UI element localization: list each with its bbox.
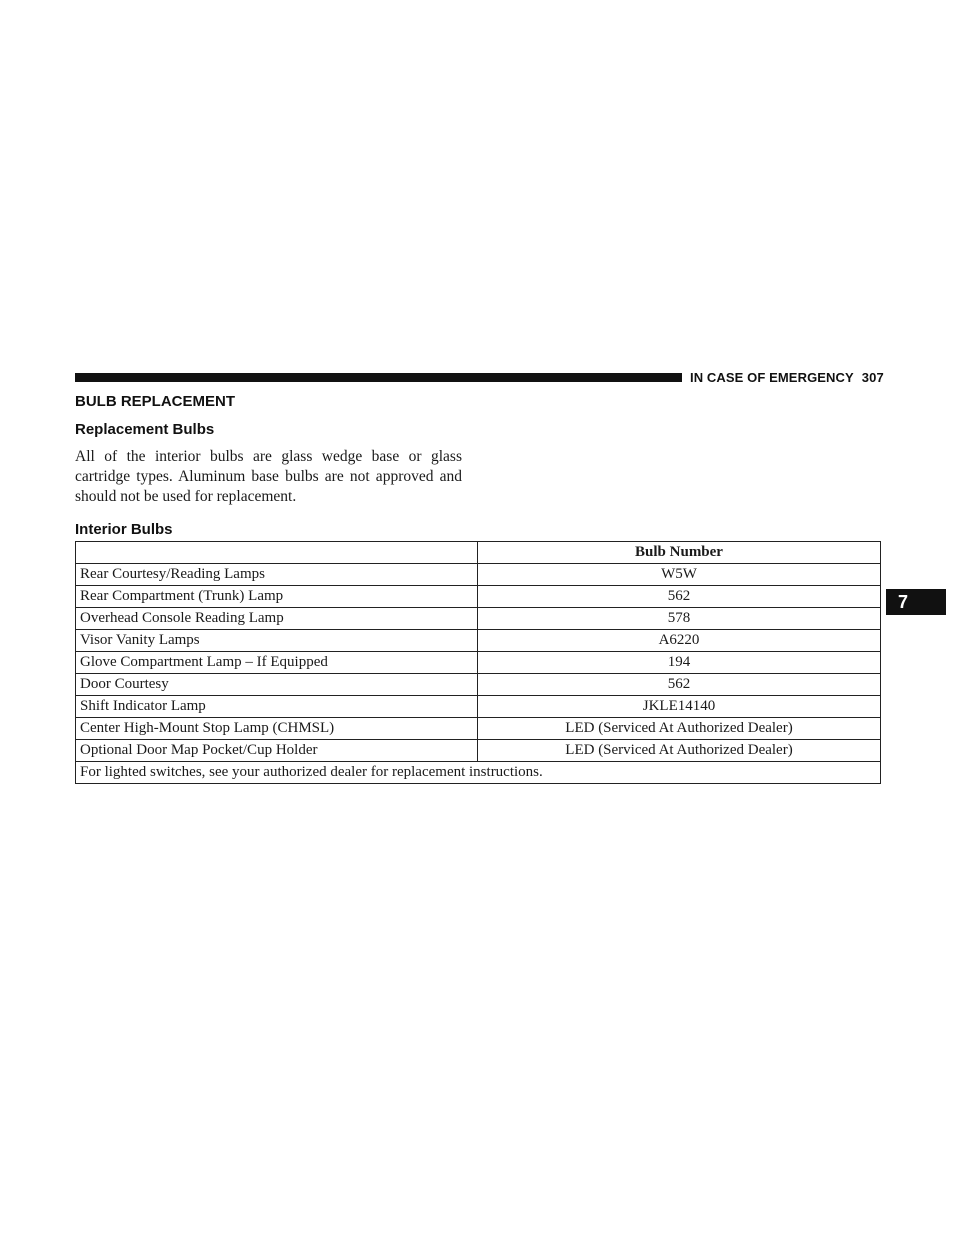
header-rule [75,373,682,382]
running-header [690,369,884,387]
table-row [76,564,881,586]
table-row [76,718,881,740]
table-row [76,608,881,630]
lamp-cell: Center High-Mount Stop Lamp (CHMSL) [76,718,478,740]
lamp-cell: Overhead Console Reading Lamp [76,608,478,630]
lamp-cell: Visor Vanity Lamps [76,630,478,652]
bulb-cell: LED (Serviced At Authorized Dealer) [478,740,881,762]
lamp-cell: Glove Compartment Lamp – If Equipped [76,652,478,674]
interior-bulbs-table [75,541,881,784]
chapter-tab [886,589,946,615]
bulb-cell: JKLE14140 [478,696,881,718]
subsection-title: Replacement Bulbs [75,421,215,438]
table-row [76,652,881,674]
table-footnote-row [76,762,881,784]
bulb-cell: 562 [478,586,881,608]
header-section-label: IN CASE OF EMERGENCY [690,370,854,385]
bulb-cell: W5W [478,564,881,586]
page-number: 307 [861,370,884,385]
lamp-cell: Shift Indicator Lamp [76,696,478,718]
bulb-cell: A6220 [478,630,881,652]
table-title: Interior Bulbs [75,521,173,538]
lamp-cell: Rear Compartment (Trunk) Lamp [76,586,478,608]
table-row [76,586,881,608]
header-lamp [76,542,478,564]
section-title: BULB REPLACEMENT [75,393,235,410]
table-header-row [76,542,881,564]
lamp-cell: Door Courtesy [76,674,478,696]
table-row [76,696,881,718]
lamp-cell: Rear Courtesy/Reading Lamps [76,564,478,586]
lamp-cell: Optional Door Map Pocket/Cup Holder [76,740,478,762]
table-row [76,630,881,652]
bulb-cell: 578 [478,608,881,630]
bulb-cell: LED (Serviced At Authorized Dealer) [478,718,881,740]
header-bulb-number: Bulb Number [478,542,881,564]
intro-paragraph: All of the interior bulbs are glass wedge base or glass cartridge types. Aluminum base bulbs are not approved and should not be used for replacement. [75,448,462,505]
bulb-cell: 562 [478,674,881,696]
bulb-cell: 194 [478,652,881,674]
chapter-number: 7 [898,592,909,612]
table-row [76,674,881,696]
table-footnote: For lighted switches, see your authorized dealer for replacement instructions. [76,762,881,784]
table-row [76,740,881,762]
